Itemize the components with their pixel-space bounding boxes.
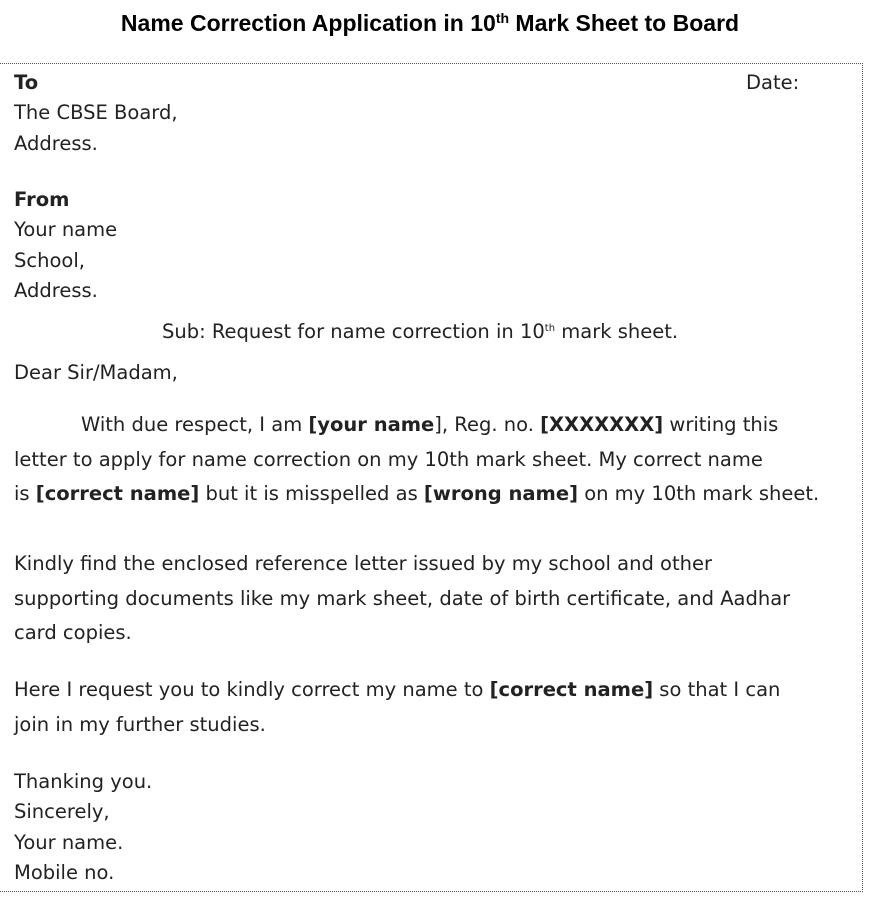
paragraph-3-line-1: Here I request you to kindly correct my name to [correct name] so that I can — [14, 678, 781, 701]
recipient-address: Address. — [14, 132, 98, 155]
paragraph-1-line-2: letter to apply for name correction on my 10th mark sheet. My correct name — [14, 448, 763, 471]
paragraph-2-line-2: supporting documents like my mark sheet, date of birth certificate, and Aadhar — [14, 587, 791, 610]
closing-thanks: Thanking you. — [14, 770, 153, 793]
salutation: Dear Sir/Madam, — [14, 361, 178, 384]
sender-school: School, — [14, 249, 85, 272]
to-label: To — [14, 71, 39, 94]
sender-name: Your name — [14, 218, 118, 241]
from-label: From — [14, 188, 70, 211]
sender-address: Address. — [14, 279, 98, 302]
closing-sincerely: Sincerely, — [14, 800, 110, 823]
document-title: Name Correction Application in 10th Mark Sheet to Board — [120, 10, 740, 36]
recipient-line: The CBSE Board, — [14, 101, 178, 124]
paragraph-1-line-1: With due respect, I am [your name], Reg. no. [XXXXXXX] writing this — [81, 413, 779, 436]
subject-line: Sub: Request for name correction in 10th mark sheet. — [162, 320, 679, 343]
closing-name: Your name. — [14, 831, 124, 854]
paragraph-1-line-3: is [correct name] but it is misspelled as [wrong name] on my 10th mark sheet. — [14, 482, 820, 505]
paragraph-2-line-3: card copies. — [14, 621, 132, 644]
paragraph-2-line-1: Kindly find the enclosed reference letter issued by my school and other — [14, 552, 712, 575]
paragraph-3-line-2: join in my further studies. — [14, 713, 266, 736]
date-label: Date: — [746, 71, 800, 94]
letter-frame — [0, 63, 863, 892]
closing-mobile: Mobile no. — [14, 861, 115, 884]
